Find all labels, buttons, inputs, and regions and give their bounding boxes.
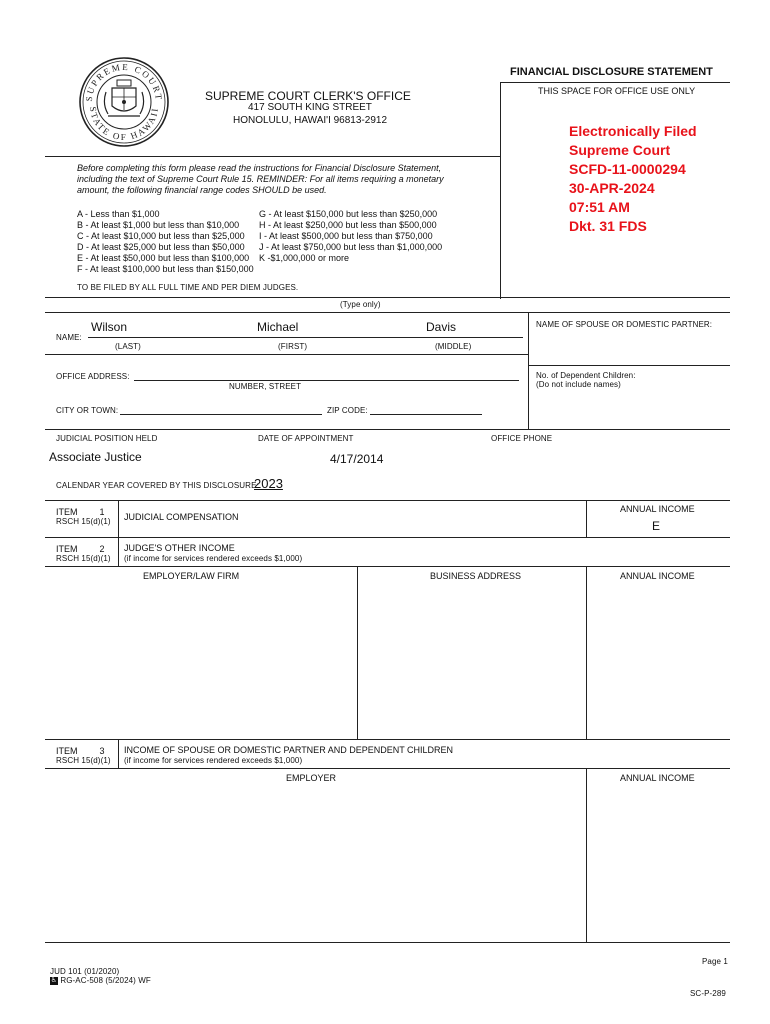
item2-address-header: BUSINESS ADDRESS [430,571,522,581]
last-name-label: (LAST) [115,342,141,351]
spouse-name-label: NAME OF SPOUSE OR DOMESTIC PARTNER: [536,320,713,329]
range-code: D - At least $25,000 but less than $50,000 [77,242,245,252]
office-use-label: THIS SPACE FOR OFFICE USE ONLY [538,86,696,96]
item2-label: ITEM 2 [56,544,105,554]
zip-field[interactable] [370,414,482,415]
range-codes-right [259,209,442,264]
stamp-line: Dkt. 31 FDS [569,218,647,234]
item1-title: JUDICIAL COMPENSATION [124,512,239,522]
filed-by-note: TO BE FILED BY ALL FULL TIME AND PER DIEM JUDGES. [77,283,299,292]
calendar-year-label: CALENDAR YEAR COVERED BY THIS DISCLOSURE: [56,481,259,490]
item1-label: ITEM 1 [56,507,105,517]
instructions-text-2: including the text of Supreme Court Rule 15. REMINDER: For all items requiring a monetary [77,174,444,184]
range-code: F - At least $100,000 but less than $150,000 [77,264,254,274]
judicial-position-label: JUDICIAL POSITION HELD [56,434,158,443]
range-code: C - At least $10,000 but less than $25,000 [77,231,245,241]
zip-label: ZIP CODE: [327,406,368,415]
office-address-label: OFFICE ADDRESS: [56,372,130,381]
item1-income-label: ANNUAL INCOME [620,504,695,514]
number-street-label: NUMBER, STREET [229,382,302,391]
stamp-line: 07:51 AM [569,199,630,215]
office-address-line2: HONOLULU, HAWAI'I 96813-2912 [233,115,388,126]
stamp-line: SCFD-11-0000294 [569,161,686,177]
page-number: Page 1 [702,957,728,966]
item3-income-header: ANNUAL INCOME [620,773,695,783]
range-code: H - At least $250,000 but less than $500,000 [259,220,437,230]
accessibility-icon: ♿ [50,976,58,984]
last-name-field[interactable]: Wilson [91,320,128,334]
item3-employer-header: EMPLOYER [286,773,337,783]
stamp-line: Electronically Filed [569,123,697,139]
range-code: I - At least $500,000 but less than $750,000 [259,231,433,241]
item3-title: INCOME OF SPOUSE OR DOMESTIC PARTNER AND DEPENDENT CHILDREN [124,745,454,755]
first-name-field[interactable]: Michael [257,320,299,334]
range-code: G - At least $150,000 but less than $250,000 [259,209,438,219]
range-codes-left [77,209,254,275]
range-code: J - At least $750,000 but less than $1,000,000 [259,242,443,252]
item3-subtitle: (if income for services rendered exceeds $1,000) [124,756,303,765]
dependents-note: (Do not include names) [536,380,621,389]
office-address-field[interactable] [134,380,519,381]
first-name-label: (FIRST) [278,342,308,351]
item2-income-header: ANNUAL INCOME [620,571,695,581]
stamp-line: 30-APR-2024 [569,180,655,196]
type-only-note: (Type only) [340,300,381,309]
middle-name-label: (MIDDLE) [435,342,472,351]
dependents-label: No. of Dependent Children: [536,371,636,380]
office-address-line1: 417 SOUTH KING STREET [248,102,372,113]
seal-bottom-text: STATE OF HAWAII [87,105,161,143]
range-code: K -$1,000,000 or more [259,253,350,263]
calendar-year-field[interactable]: 2023 [254,476,283,491]
range-code: B - At least $1,000 but less than $10,000 [77,220,240,230]
scp-code: SC-P-289 [690,989,726,998]
middle-name-field[interactable]: Davis [426,320,457,334]
item1-income-value[interactable]: E [652,519,661,533]
item2-rule: RSCH 15(d)(1) [56,554,111,563]
appointment-date-field[interactable]: 4/17/2014 [330,452,384,466]
electronic-filing-stamp [569,122,697,236]
item3-rule: RSCH 15(d)(1) [56,756,111,765]
range-code: A - Less than $1,000 [77,209,160,219]
office-phone-label: OFFICE PHONE [491,434,553,443]
instructions-text-1: Before completing this form please read the instructions for Financial Disclosure Statement, [77,163,442,173]
office-name: SUPREME COURT CLERK'S OFFICE [205,89,411,103]
name-label: NAME: [56,333,82,342]
instructions-text-3: amount, the following financial range codes SHOULD be used. [77,185,327,195]
appointment-date-label: DATE OF APPOINTMENT [258,434,354,443]
form-title: FINANCIAL DISCLOSURE STATEMENT [510,66,713,78]
city-label: CITY OR TOWN: [56,406,119,415]
judicial-position-field[interactable]: Associate Justice [49,450,142,464]
form-code: JUD 101 (01/2020) [50,967,120,976]
range-code: E - At least $50,000 but less than $100,000 [77,253,250,263]
stamp-line: Supreme Court [569,142,671,158]
item3-label: ITEM 3 [56,746,105,756]
item2-title: JUDGE'S OTHER INCOME [124,543,235,553]
item2-employer-header: EMPLOYER/LAW FIRM [143,571,240,581]
seal-top-text: SUPREME COURT [83,61,165,102]
item1-rule: RSCH 15(d)(1) [56,517,111,526]
item2-subtitle: (if income for services rendered exceeds $1,000) [124,554,303,563]
court-seal-icon [78,56,170,148]
rg-code: ♿ RG-AC-508 (5/2024) WF [50,976,151,985]
city-field[interactable] [120,414,322,415]
